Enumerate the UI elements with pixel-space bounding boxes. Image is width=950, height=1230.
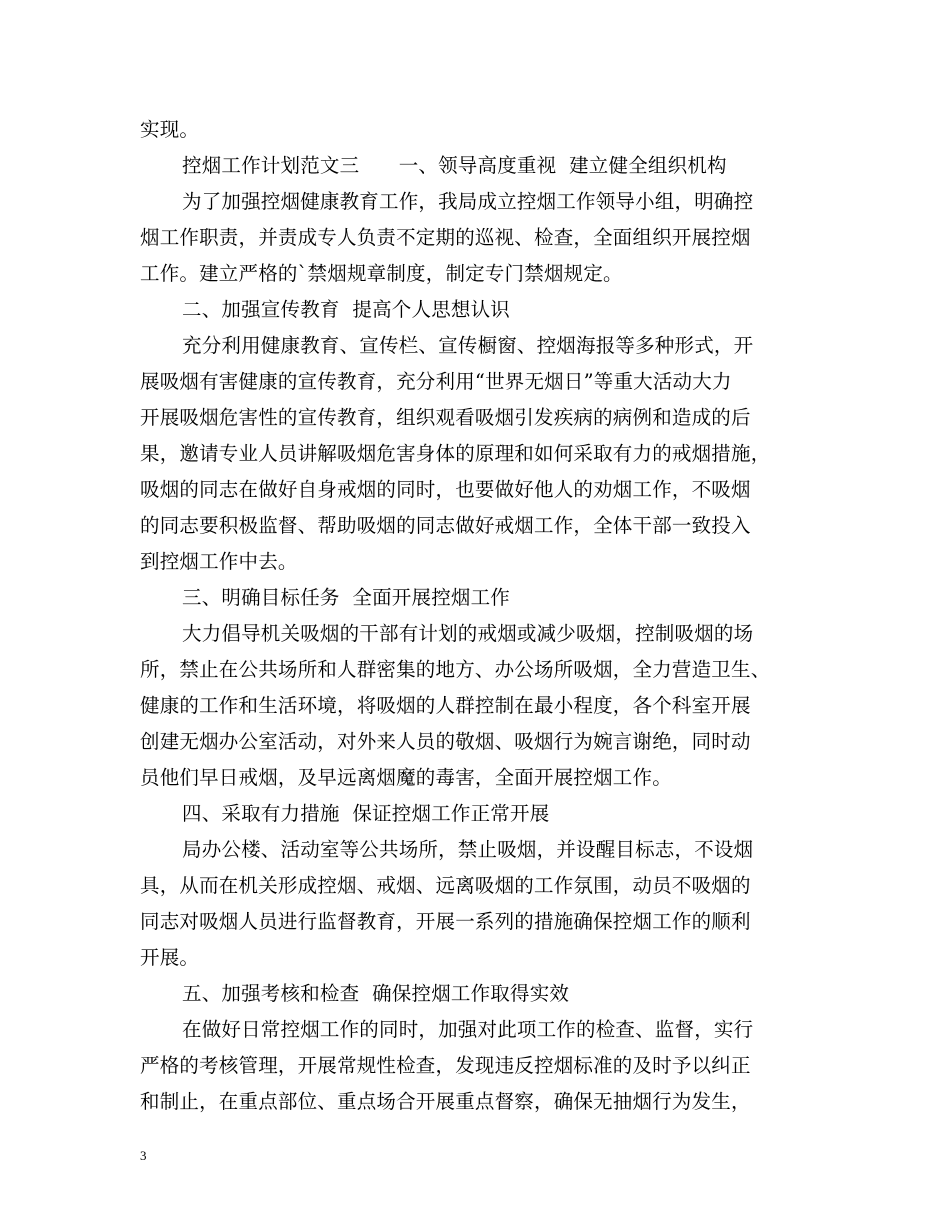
text-line: 健康的工作和生活环境，将吸烟的人群控制在最小程度，各个科室开展	[140, 694, 751, 717]
text-line: 四、采取有力措施 保证控烟工作正常开展	[182, 802, 550, 825]
page-number: 3	[140, 1148, 147, 1163]
text-line: 和制止，在重点部位、重点场合开展重点督察，确保无抽烟行为发生，	[140, 1090, 751, 1113]
text-line: 三、明确目标任务 全面开展控烟工作	[182, 586, 510, 609]
body-text	[140, 112, 820, 1120]
text-line: 二、加强宣传教育 提高个人思想认识	[182, 298, 510, 321]
text-line: 展吸烟有害健康的宣传教育，充分利用“世界无烟日”等重大活动大力	[140, 370, 732, 393]
text-line: 局办公楼、活动室等公共场所，禁止吸烟，并设醒目标志，不设烟	[182, 838, 754, 861]
text-line: 大力倡导机关吸烟的干部有计划的戒烟或减少吸烟，控制吸烟的场	[182, 622, 754, 645]
text-line: 控烟工作计划范文三 一、领导高度重视 建立健全组织机构	[182, 154, 727, 177]
text-line: 严格的考核管理，开展常规性检查，发现违反控烟标准的及时予以纠正	[140, 1054, 751, 1077]
text-line: 开展吸烟危害性的宣传教育，组织观看吸烟引发疾病的病例和造成的后	[140, 406, 751, 429]
text-line: 同志对吸烟人员进行监督教育，开展一系列的措施确保控烟工作的顺利	[140, 910, 751, 933]
text-line: 具，从而在机关形成控烟、戒烟、远离吸烟的工作氛围，动员不吸烟的	[140, 874, 751, 897]
text-line: 的同志要积极监督、帮助吸烟的同志做好戒烟工作，全体干部一致投入	[140, 514, 751, 537]
text-line: 五、加强考核和检查 确保控烟工作取得实效	[182, 982, 570, 1005]
text-line: 在做好日常控烟工作的同时，加强对此项工作的检查、监督，实行	[182, 1018, 754, 1041]
text-line: 所，禁止在公共场所和人群密集的地方、办公场所吸烟，全力营造卫生、	[140, 658, 771, 681]
text-line: 开展。	[140, 946, 200, 969]
text-line: 充分利用健康教育、宣传栏、宣传橱窗、控烟海报等多种形式，开	[182, 334, 754, 357]
text-line: 创建无烟办公室活动，对外来人员的敬烟、吸烟行为婉言谢绝，同时动	[140, 730, 751, 753]
text-line: 吸烟的同志在做好自身戒烟的同时，也要做好他人的劝烟工作，不吸烟	[140, 478, 751, 501]
text-line: 为了加强控烟健康教育工作，我局成立控烟工作领导小组，明确控	[182, 190, 754, 213]
text-line: 实现。	[140, 118, 200, 141]
text-line: 到控烟工作中去。	[140, 550, 298, 573]
text-line: 工作。建立严格的`禁烟规章制度，制定专门禁烟规定。	[140, 262, 623, 285]
text-line: 烟工作职责，并责成专人负责不定期的巡视、检查，全面组织开展控烟	[140, 226, 751, 249]
text-line: 果，邀请专业人员讲解吸烟危害身体的原理和如何采取有力的戒烟措施，	[140, 442, 771, 465]
text-line: 员他们早日戒烟，及早远离烟魔的毒害，全面开展控烟工作。	[140, 766, 672, 789]
